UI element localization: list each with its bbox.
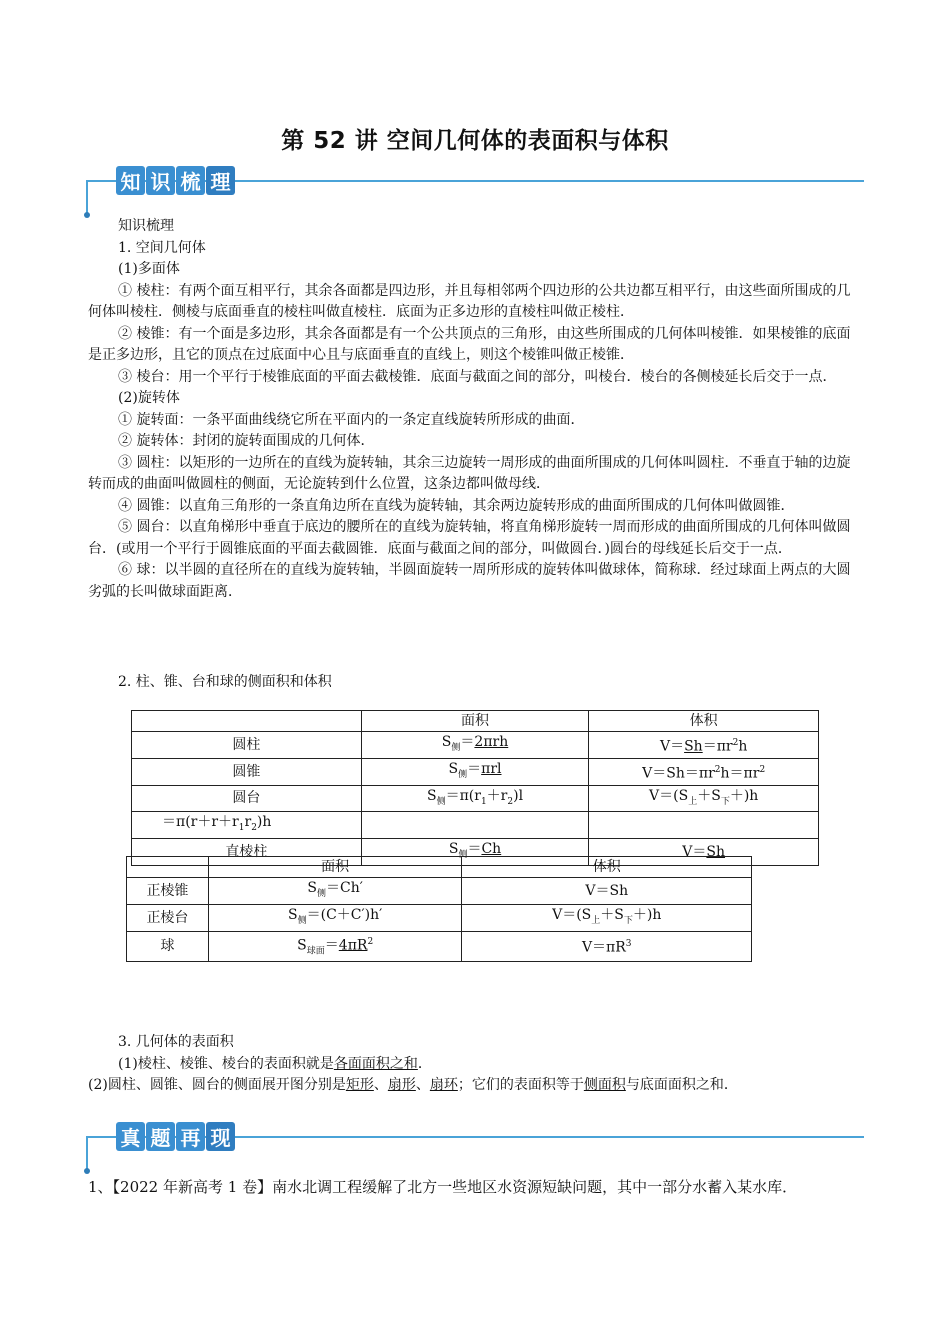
banner-char: 知 bbox=[116, 166, 145, 195]
area-formula: $S_侧=\pi rl$ bbox=[361, 758, 589, 785]
table-row bbox=[132, 785, 819, 812]
header-volume: 体积 bbox=[462, 857, 752, 878]
sphere-paragraph: ⑥ 球：以半圆的直径所在的直线为旋转轴，半圆面旋转一周所形成的旋转体叫做球体，简称球．经过球面上两点的大圆劣弧的长叫做球面距离． bbox=[88, 562, 851, 600]
s3-line2: (2)圆柱、圆锥、圆台的侧面展开图分别是矩形、扇形、扇环；它们的表面积等于侧面积与底面面积之和． bbox=[88, 1077, 738, 1093]
knowledge-section bbox=[88, 216, 864, 603]
area-formula: $S_{球面}=4\pi R^2$ bbox=[208, 931, 462, 961]
cylinder-paragraph: ③ 圆柱：以矩形的一边所在的直线为旋转轴，其余三边旋转一周形成的曲面所围成的几何体叫圆柱．不垂直于轴的边旋转而成的曲面叫做圆柱的侧面，无论旋转到什么位置，这条边都叫做母线． bbox=[88, 454, 851, 492]
s1-title: 1. 空间几何体 bbox=[118, 239, 206, 256]
volume-formula: $V=Sh=\pi r^2h$ bbox=[589, 732, 819, 759]
s3-line1: (1)棱柱、棱锥、棱台的表面积就是各面面积之和． bbox=[118, 1055, 432, 1072]
banner-vertical-line bbox=[86, 180, 88, 216]
frustum-cone-paragraph: ⑤ 圆台：以直角梯形中垂直于底边的腰所在的直线为旋转轴，将直角梯形旋转一周而形成的曲面所围成的几何体叫做圆台．(或用一个平行于圆锥底面的平面去截圆锥．底面与截面之间的部分，叫做圆台．)圆台的母线延长后交于一点． bbox=[88, 519, 851, 557]
table-cell bbox=[589, 812, 819, 839]
banner-char: 梳 bbox=[176, 166, 205, 195]
section-banner-knowledge bbox=[86, 166, 866, 216]
page-title: 第 52 讲 空间几何体的表面积与体积 bbox=[281, 128, 669, 154]
question-source: 【2022 年新高考 1 卷】 bbox=[112, 1178, 273, 1196]
row-name: 圆柱 bbox=[132, 732, 362, 759]
header-area: 面积 bbox=[361, 711, 589, 732]
s2-title-wrap bbox=[88, 672, 864, 694]
area-formula: $S_侧=Ch$ bbox=[361, 839, 589, 866]
table-row bbox=[132, 711, 819, 732]
area-formula: $S_侧=\pi(r_1+r_2)l$ bbox=[361, 785, 589, 812]
formula-table-1 bbox=[131, 710, 819, 866]
question-1 bbox=[88, 1176, 797, 1197]
row-name: 直棱柱 bbox=[132, 839, 362, 866]
rotation-body-paragraph: ② 旋转体：封闭的旋转面围成的几何体． bbox=[118, 433, 375, 449]
row-name: 圆锥 bbox=[132, 758, 362, 785]
table-cell bbox=[132, 711, 362, 732]
table-row bbox=[132, 732, 819, 759]
volume-formula: $V=Sh=\pi r^2h=\pi r^2$ bbox=[589, 758, 819, 785]
cone-paragraph: ④ 圆锥：以直角三角形的一条直角边所在直线为旋转轴，其余两边旋转形成的曲面所围成的几何体叫做圆锥． bbox=[118, 497, 795, 514]
row-name: 圆台 bbox=[132, 785, 362, 812]
rotation-surface-paragraph: ① 旋转面：一条平面曲线绕它所在平面内的一条定直线旋转所形成的曲面． bbox=[118, 411, 585, 428]
question-number: 1、 bbox=[88, 1178, 113, 1196]
prism-paragraph: ① 棱柱：有两个面互相平行，其余各面都是四边形，并且每相邻两个四边形的公共边都互相平行，由这些面所围成的几何体叫棱柱．侧棱与底面垂直的棱柱叫做直棱柱．底面为正多边形的直棱柱叫做正棱柱． bbox=[88, 282, 851, 320]
s2-title: 2. 柱、锥、台和球的侧面积和体积 bbox=[118, 674, 332, 690]
question-text: 南水北调工程缓解了北方一些地区水资源短缺问题，其中一部分水蓄入某水库． bbox=[272, 1178, 798, 1196]
volume-formula: $V=(S_上+S_下+)h$ bbox=[462, 904, 752, 931]
banner-char: 题 bbox=[146, 1122, 175, 1151]
table-cell bbox=[361, 812, 589, 839]
surface-area-section bbox=[88, 1032, 864, 1097]
header-volume: 体积 bbox=[589, 711, 819, 732]
banner-char: 现 bbox=[206, 1122, 235, 1151]
header-area: 面积 bbox=[208, 857, 462, 878]
row-name: 球 bbox=[127, 931, 209, 961]
volume-formula: V＝Sh bbox=[589, 839, 819, 866]
formula-table-2 bbox=[126, 856, 752, 962]
banner-char: 理 bbox=[206, 166, 235, 195]
row-name: 正棱锥 bbox=[127, 878, 209, 905]
table-row bbox=[127, 878, 752, 905]
table-cell bbox=[127, 857, 209, 878]
table-row bbox=[127, 857, 752, 878]
row-name: $=\pi(r+r+r_1r_2)h$ bbox=[132, 812, 362, 839]
banner-dot bbox=[84, 1168, 90, 1174]
s1-sub1: (1)多面体 bbox=[118, 261, 180, 277]
banner-char: 识 bbox=[146, 166, 175, 195]
section-heading: 知识梳理 bbox=[118, 218, 174, 234]
volume-formula: $V=\pi R^3$ bbox=[462, 931, 752, 961]
table-row bbox=[132, 812, 819, 839]
area-formula: $S_侧=2\pi rh$ bbox=[361, 732, 589, 759]
volume-formula: $V=(S_上+S_下+)h$ bbox=[589, 785, 819, 812]
section-banner-exam bbox=[86, 1122, 866, 1172]
table-row bbox=[132, 758, 819, 785]
banner-vertical-line bbox=[86, 1136, 88, 1172]
s3-title: 3. 几何体的表面积 bbox=[118, 1034, 234, 1050]
table-row bbox=[127, 931, 752, 961]
area-formula: $S_侧=(C+C')h'$ bbox=[208, 904, 462, 931]
banner-char: 再 bbox=[176, 1122, 205, 1151]
table-row bbox=[127, 904, 752, 931]
area-formula: $S_侧=Ch'$ bbox=[208, 878, 462, 905]
row-name: 正棱台 bbox=[127, 904, 209, 931]
frustum-paragraph: ③ 棱台：用一个平行于棱锥底面的平面去截棱锥．底面与截面之间的部分，叫棱台．棱台的各侧棱延长后交于一点． bbox=[118, 368, 837, 385]
pyramid-paragraph: ② 棱锥：有一个面是多边形，其余各面都是有一个公共顶点的三角形，由这些所围成的几何体叫棱锥．如果棱锥的底面是正多边形，且它的顶点在过底面中心且与底面垂直的直线上，则这个棱锥叫做正棱锥． bbox=[88, 325, 851, 363]
s1-sub2: (2)旋转体 bbox=[118, 390, 180, 406]
volume-formula: V＝Sh bbox=[462, 878, 752, 905]
banner-char: 真 bbox=[116, 1122, 145, 1151]
